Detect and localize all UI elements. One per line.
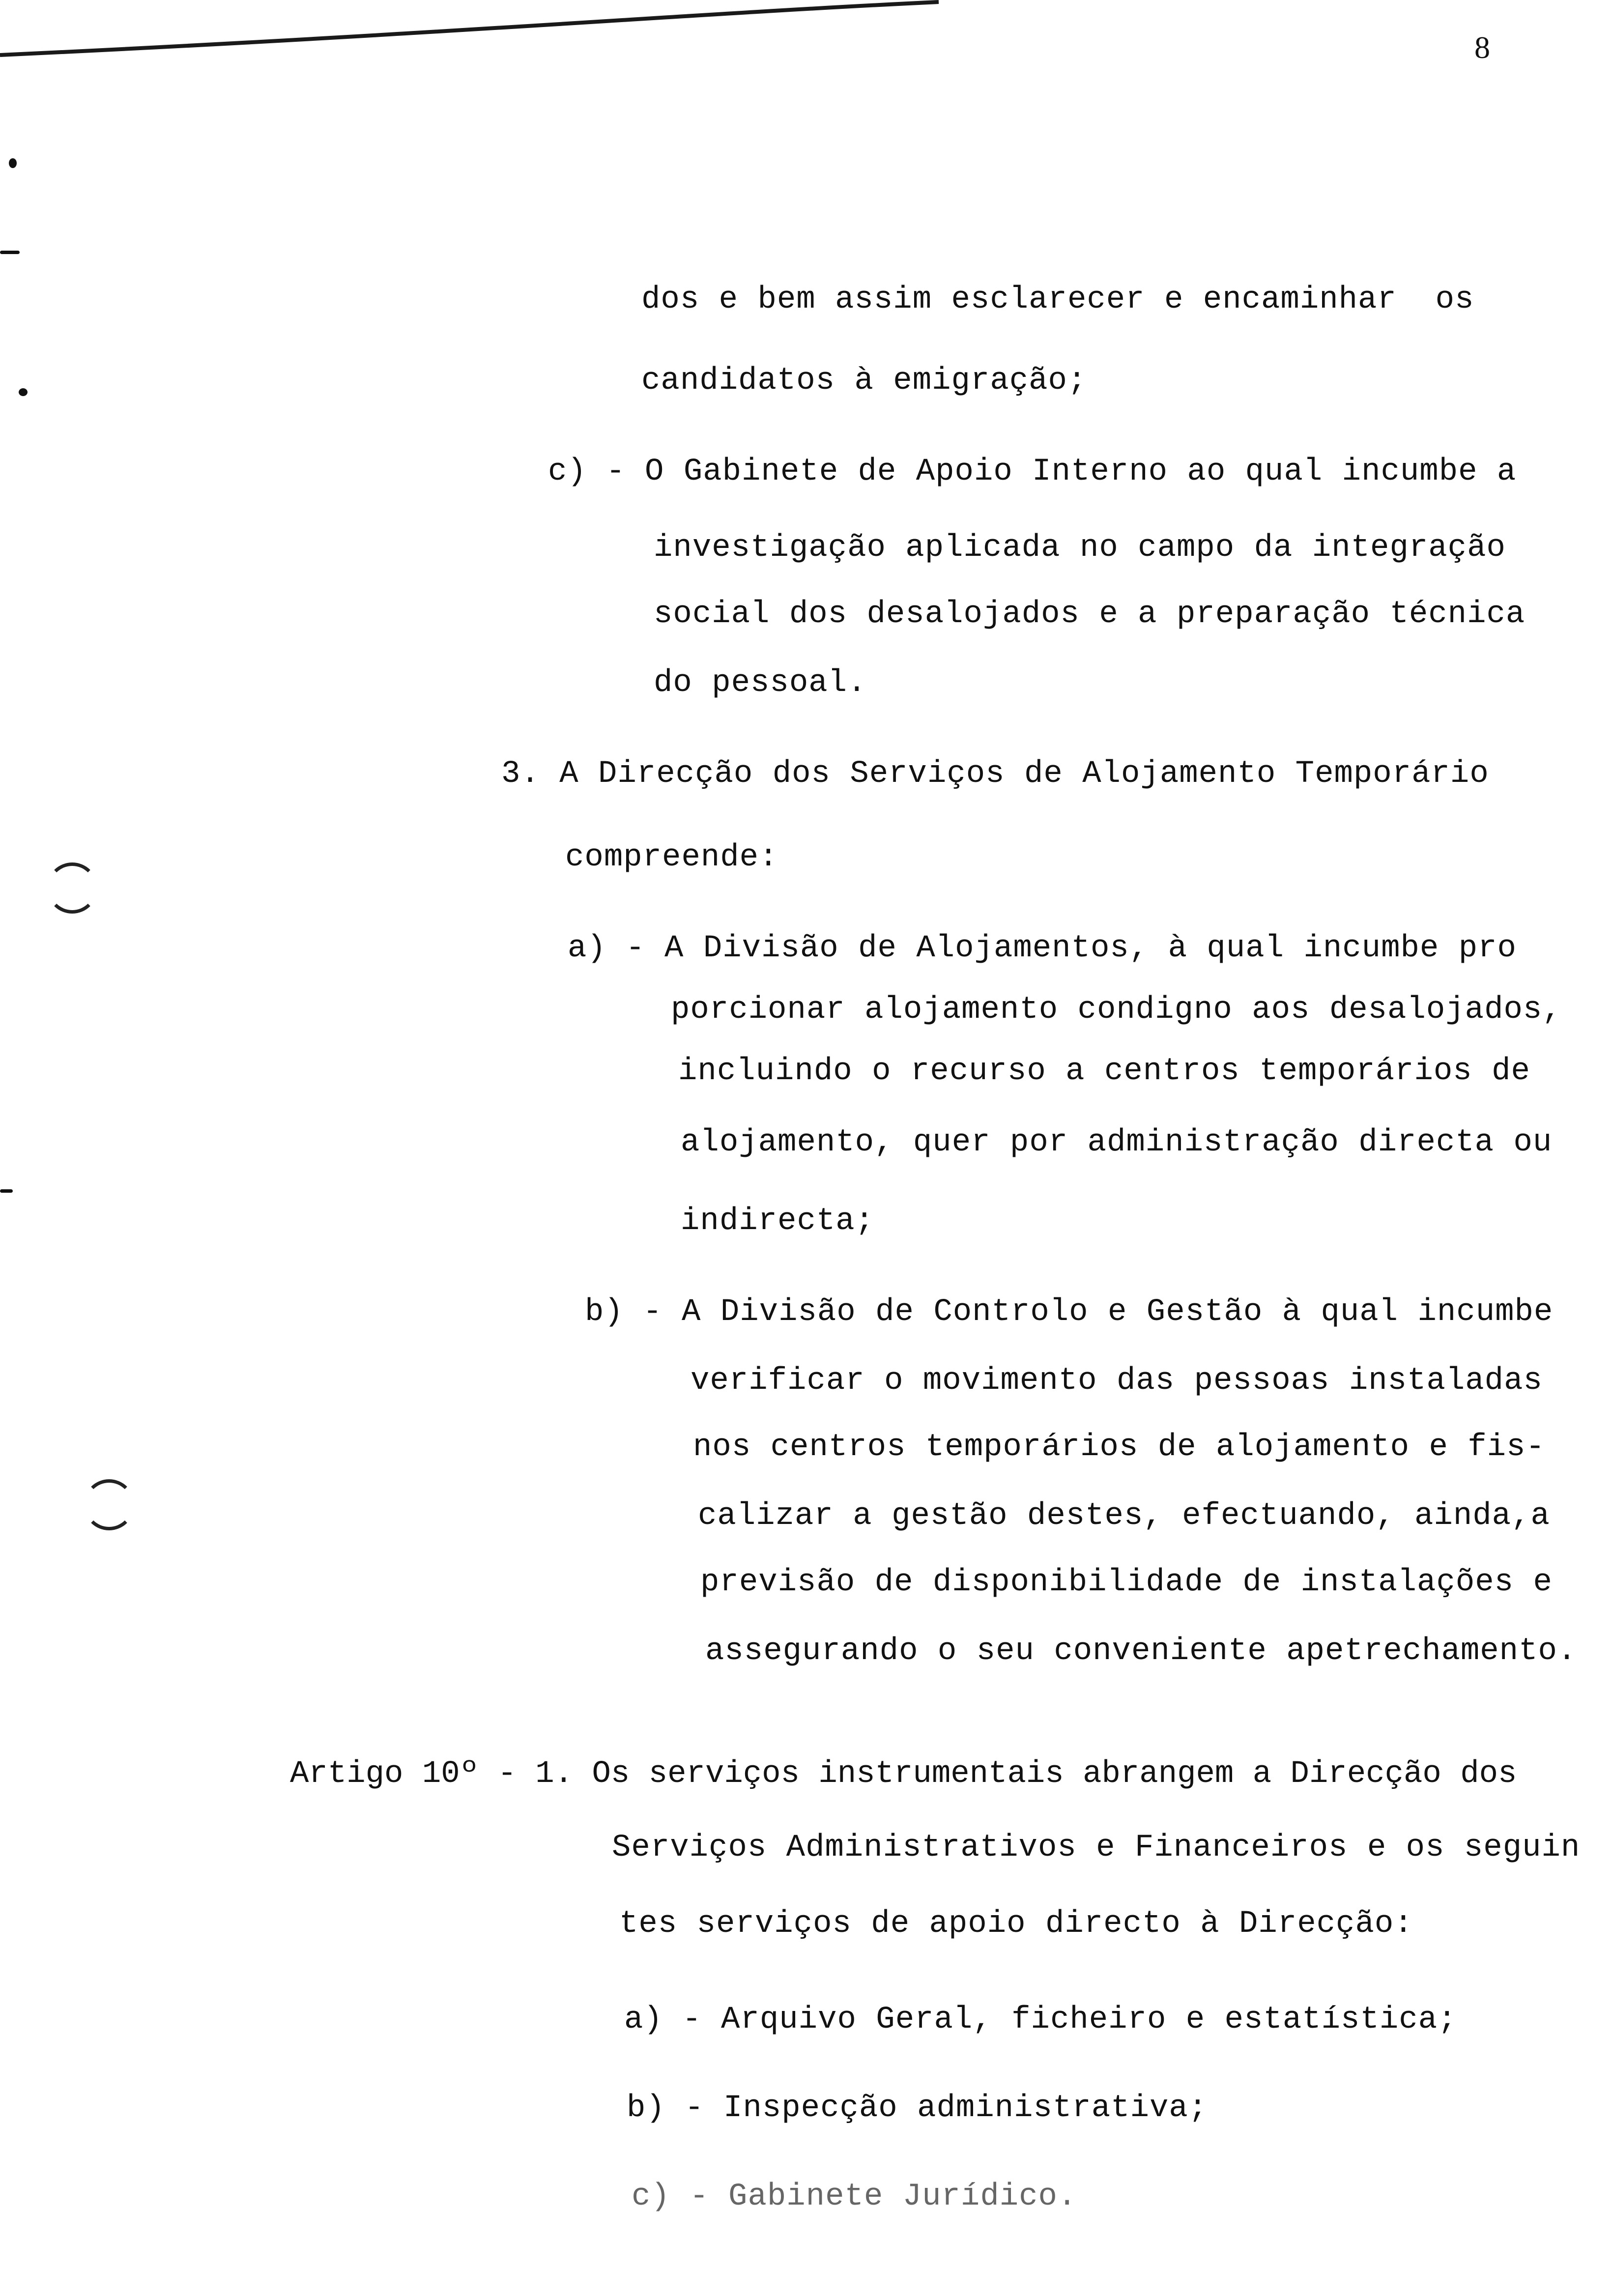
text-line: Serviços Administrativos e Financeiros e os seguin xyxy=(612,1830,1581,1866)
text-line: candidatos à emigração; xyxy=(641,363,1087,399)
text-line: 3. A Direcção dos Serviços de Alojamento Temporário xyxy=(501,756,1489,792)
text-line: assegurando o seu conveniente apetrechamento. xyxy=(705,1634,1577,1669)
text-line: tes serviços de apoio directo à Direcção: xyxy=(619,1906,1413,1942)
margin-dash xyxy=(0,251,20,254)
punch-hole-mark xyxy=(84,1479,135,1530)
margin-dash xyxy=(0,1189,13,1193)
text-line: alojamento, quer por administração directa ou xyxy=(681,1125,1553,1160)
margin-dot xyxy=(19,388,28,396)
text-line: previsão de disponibilidade de instalações e xyxy=(700,1565,1553,1600)
text-line: a) - A Divisão de Alojamentos, à qual incumbe pro xyxy=(568,931,1517,966)
text-line: social dos desalojados e a preparação técnica xyxy=(654,597,1526,632)
text-line: b) - Inspecção administrativa; xyxy=(627,2091,1208,2126)
margin-dot xyxy=(9,158,17,168)
text-line: c) - O Gabinete de Apoio Interno ao qual incumbe a xyxy=(548,454,1517,489)
text-line: b) - A Divisão de Controlo e Gestão à qual incumbe xyxy=(585,1294,1554,1330)
punch-hole-mark xyxy=(47,862,98,914)
text-line: porcionar alojamento condigno aos desalojados, xyxy=(671,992,1562,1028)
text-line: verificar o movimento das pessoas instaladas xyxy=(691,1363,1543,1399)
text-line: nos centros temporários de alojamento e fis- xyxy=(693,1430,1545,1465)
text-line: dos e bem assim esclarecer e encaminhar os xyxy=(641,282,1474,317)
text-line: indirecta; xyxy=(681,1204,875,1239)
top-edge-rule xyxy=(0,0,1612,69)
page-number: 8 xyxy=(1474,30,1490,65)
text-line: a) - Arquivo Geral, ficheiro e estatística; xyxy=(624,2002,1457,2038)
text-line: investigação aplicada no campo da integração xyxy=(654,530,1506,566)
text-line: do pessoal. xyxy=(654,665,867,701)
text-line: Artigo 10º - 1. Os serviços instrumentais abrangem a Direcção dos xyxy=(290,1756,1517,1792)
text-line: c) - Gabinete Jurídico. xyxy=(632,2179,1077,2214)
text-line: calizar a gestão destes, efectuando, ainda,a xyxy=(698,1498,1550,1534)
text-line: incluindo o recurso a centros temporários de xyxy=(678,1054,1530,1089)
text-line: compreende: xyxy=(565,840,778,875)
